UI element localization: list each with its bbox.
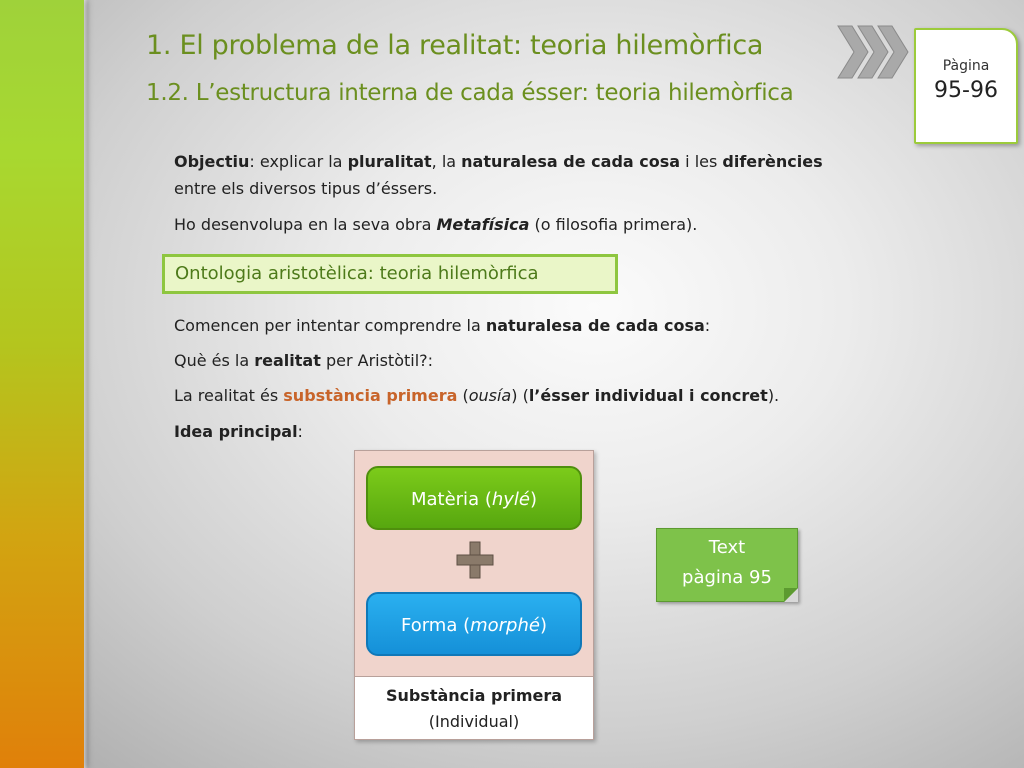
matter-pill: Matèria (hylé) — [366, 466, 582, 530]
objective-line-1: Objectiu: explicar la pluralitat, la naturalesa de cada cosa i les diferències — [174, 152, 823, 171]
page-label: Pàgina — [942, 58, 990, 74]
substance-result-sub: (Individual) — [428, 712, 520, 731]
objective-line-2: entre els diversos tipus d’éssers. — [174, 179, 438, 198]
sidebar-edge — [84, 0, 88, 768]
substance-highlight: substància primera — [283, 386, 458, 405]
slide-title: 1. El problema de la realitat: teoria hilemòrfica — [146, 30, 764, 61]
work-paragraph: Ho desenvolupa en la seva obra Metafísica (o filosofia primera). — [174, 215, 698, 234]
metafisica-title: Metafísica — [436, 215, 530, 234]
sidebar-gradient — [0, 0, 84, 768]
body-line-3: La realitat és substància primera (ousía) (l’ésser individual i concret). — [174, 386, 780, 405]
ontology-highlight-box: Ontologia aristotèlica: teoria hilemòrfica — [162, 254, 618, 294]
substance-result — [354, 676, 594, 740]
page-number: 95-96 — [934, 78, 998, 103]
page-fold-icon — [784, 588, 798, 602]
form-pill: Forma (morphé) — [366, 592, 582, 656]
plus-icon — [455, 540, 495, 580]
chevrons-icon — [836, 22, 916, 82]
text-page-note — [656, 528, 798, 602]
page-reference-box — [914, 28, 1018, 144]
note-line-2: pàgina 95 — [682, 567, 772, 588]
objective-lead: Objectiu — [174, 152, 250, 171]
objective-paragraph — [174, 148, 823, 202]
slide-subtitle: 1.2. L’estructura interna de cada ésser: teoria hilemòrfica — [146, 80, 794, 106]
substance-result-title: Substància primera — [385, 686, 563, 705]
body-line-4: Idea principal: — [174, 422, 303, 441]
body-line-1: Comencen per intentar comprendre la naturalesa de cada cosa: — [174, 316, 711, 335]
note-line-1: Text — [708, 537, 746, 558]
body-line-2: Què és la realitat per Aristòtil?: — [174, 351, 434, 370]
